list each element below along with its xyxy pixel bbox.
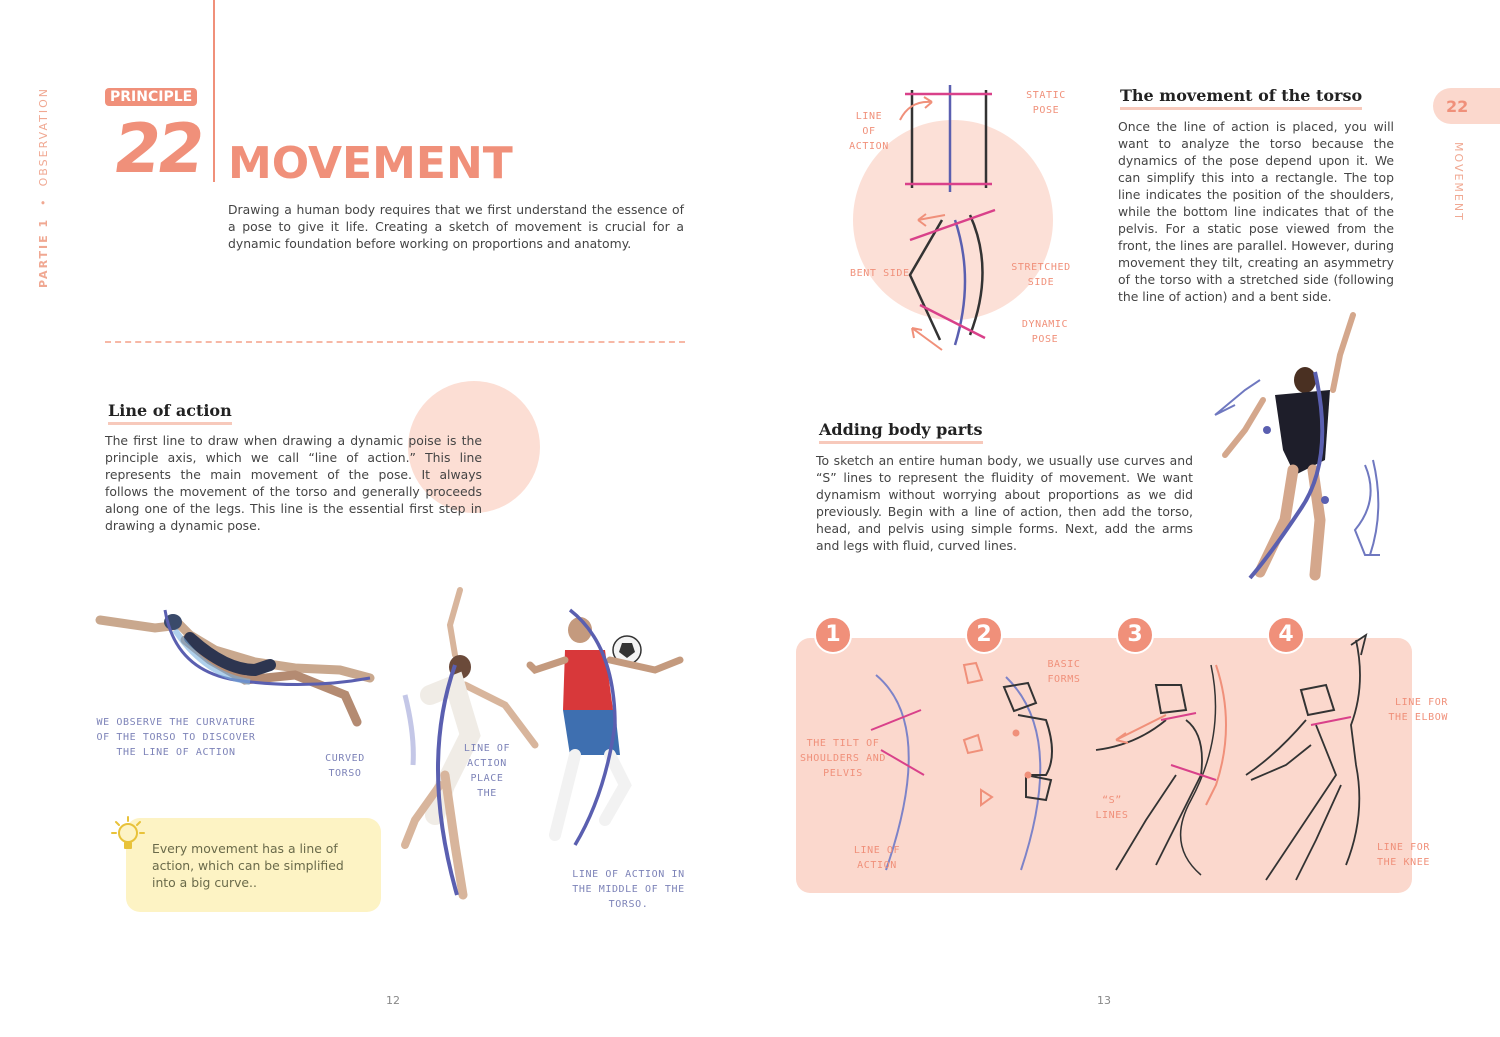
page-title: MOVEMENT [228, 138, 513, 189]
annotation-place-line: LINE OF ACTION PLACE THE [463, 743, 511, 799]
title-divider [213, 0, 215, 182]
principle-badge: PRINCIPLE [105, 88, 197, 106]
body-parts-heading: Adding body parts [819, 420, 983, 444]
annotation-curvature: WE OBSERVE THE CURVATURE OF THE TORSO TO DISCOVER THE LINE OF ACTION [96, 717, 256, 758]
torso-diagram [880, 80, 1020, 360]
step-number: 4 [1278, 622, 1294, 647]
annotation-middle-torso: LINE OF ACTION IN THE MIDDLE OF THE TORSO. [572, 869, 685, 910]
step-number: 1 [825, 622, 841, 647]
torso-heading: The movement of the torso [1120, 86, 1362, 110]
chapter-tab-label: MOVEMENT [1452, 142, 1465, 222]
side-label-part: PARTIE 1 [37, 217, 50, 288]
label-knee: LINE FOR THE KNEE [1377, 842, 1430, 868]
side-label-bullet: • [37, 197, 50, 207]
annotation-curved-torso: CURVED TORSO [325, 753, 365, 779]
label-bent-side: BENT SIDE [850, 268, 910, 279]
label-stretched-side: STRETCHED SIDE [1011, 262, 1071, 288]
soccer-figure [525, 605, 690, 865]
dashed-divider [105, 341, 685, 343]
intro-text: Drawing a human body requires that we first understand the essence of a pose to give it life. Creating a sketch of movement is crucial for a dynamic foundation before working on proportions and anatomy. [228, 202, 684, 251]
ballerina-figure [1205, 310, 1390, 585]
label-s-lines: “S” LINES [1095, 795, 1129, 821]
label-step-line-of-action: LINE OF ACTION [853, 845, 901, 871]
page-number-left: 12 [386, 994, 400, 1007]
label-line-of-action: LINE OF ACTION [849, 111, 889, 152]
line-of-action-text: The first line to draw when drawing a dynamic poise is the principle axis, which we call “line of action.” This line represents the main movement of the pose. It always follows the movement of the torso and generally proceeds along one of the legs. This line is the essential first step in drawing a dynamic pose. [105, 433, 482, 533]
chapter-tab-number: 22 [1446, 97, 1469, 116]
principle-number: 22 [108, 110, 207, 189]
swimmer-figure [95, 590, 375, 730]
label-static-pose: STATIC POSE [1026, 90, 1066, 116]
step-number: 2 [976, 622, 992, 647]
body-parts-text: To sketch an entire human body, we usually use curves and “S” lines to represent the fluidity of movement. We want dynamism without worrying about proportions as we did previously. Begin with a line of action, then add the torso, head, and pelvis using simple forms. Next, add the arms and legs with fluid, curved lines. [816, 453, 1193, 553]
label-elbow: LINE FOR THE ELBOW [1388, 697, 1448, 723]
label-basic-forms: BASIC FORMS [1047, 659, 1081, 685]
tip-text: Every movement has a line of action, which can be simplified into a big curve.. [152, 841, 344, 890]
side-label-section: OBSERVATION [37, 87, 50, 187]
lightbulb-icon [106, 813, 144, 859]
label-dynamic-pose: DYNAMIC POSE [1021, 319, 1069, 345]
label-tilt: THE TILT OF SHOULDERS AND PELVIS [799, 738, 887, 779]
line-of-action-heading: Line of action [108, 401, 232, 425]
side-label [37, 88, 50, 288]
step-number: 3 [1127, 622, 1143, 647]
page-number-right: 13 [1097, 994, 1111, 1007]
torso-text: Once the line of action is placed, you will want to analyze the torso because the dynamics of the pose depend upon it. We can simplify this into a rectangle. The top line indicates the position of the shoulders, while the bottom line indicates that of the pelvis. For a static pose viewed from the front, the lines are parallel. However, during movement they tilt, creating an asymmetry of the torso with a stretched side (following the line of action) and a bent side. [1118, 119, 1394, 304]
